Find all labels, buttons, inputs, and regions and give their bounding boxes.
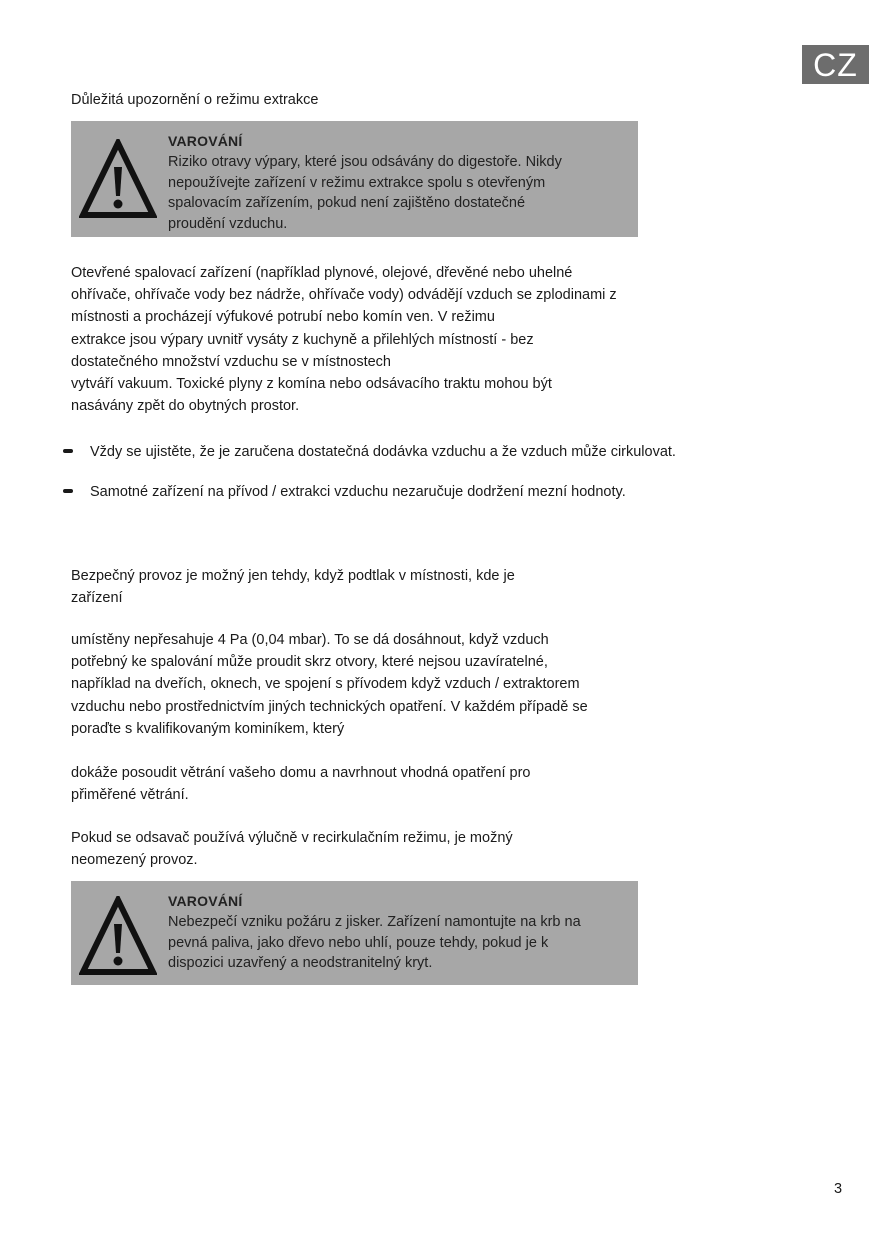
paragraph-ventilation bbox=[71, 762, 530, 806]
warning-line: Riziko otravy výpary, které jsou odsávány do digestoře. Nikdy bbox=[168, 153, 562, 170]
warning-title: VAROVÁNÍ bbox=[168, 893, 243, 909]
text-line: dokáže posoudit větrání vašeho domu a navrhnout vhodná opatření pro bbox=[71, 765, 531, 781]
warning-line: proudění vzduchu. bbox=[168, 216, 288, 233]
text-line: umístěny nepřesahuje 4 Pa (0,04 mbar). To se dá dosáhnout, když vzduch bbox=[71, 632, 549, 648]
text-line: Pokud se odsavač používá výlučně v recirkulačním režimu, je možný bbox=[71, 830, 513, 846]
bullet-marker bbox=[63, 489, 73, 493]
warning-box-2 bbox=[71, 881, 638, 985]
section-heading: Důležitá upozornění o režimu extrakce bbox=[71, 92, 319, 108]
text-line: vytváří vakuum. Toxické plyny z komína nebo odsávacího traktu mohou být bbox=[71, 375, 552, 392]
text-line: přiměřené větrání. bbox=[71, 787, 189, 804]
language-badge: CZ bbox=[802, 45, 869, 84]
bullet-marker bbox=[63, 449, 73, 453]
warning-triangle-icon bbox=[79, 139, 157, 219]
bullet-text: Vždy se ujistěte, že je zaručena dostatečná dodávka vzduchu a že vzduch může cirkulovat. bbox=[90, 444, 676, 460]
paragraph-pressure bbox=[71, 629, 588, 740]
warning-triangle-icon bbox=[79, 896, 157, 976]
text-line: ohřívače, ohřívače vody bez nádrže, ohřívače vody) odvádějí vzduch se zplodinami z bbox=[71, 287, 617, 304]
paragraph-safe-operation bbox=[71, 565, 515, 609]
text-line: například na dveřích, oknech, ve spojení s přívodem když vzduch / extraktorem bbox=[71, 676, 580, 693]
text-line: zařízení bbox=[71, 590, 123, 607]
paragraph-recirculation bbox=[71, 827, 513, 871]
text-line: dostatečného množství vzduchu se v místnostech bbox=[71, 353, 391, 370]
text-line: potřebný ke spalování může proudit skrz otvory, které nejsou uzavíratelné, bbox=[71, 654, 548, 671]
warning-box-1 bbox=[71, 121, 638, 237]
warning-line: spalovacím zařízením, pokud není zajištěno dostatečné bbox=[168, 195, 526, 212]
warning-line: dispozici uzavřený a neodstranitelný kryt. bbox=[168, 955, 433, 972]
text-line: Otevřené spalovací zařízení (například plynové, olejové, dřevěné nebo uhelné bbox=[71, 265, 573, 281]
bullet-text: Samotné zařízení na přívod / extrakci vzduchu nezaručuje dodržení mezní hodnoty. bbox=[90, 484, 626, 500]
text-line: neomezený provoz. bbox=[71, 852, 198, 869]
paragraph-open-combustion bbox=[71, 262, 617, 417]
text-line: Bezpečný provoz je možný jen tehdy, když podtlak v místnosti, kde je bbox=[71, 568, 515, 584]
warning-title: VAROVÁNÍ bbox=[168, 133, 243, 149]
text-line: extrakce jsou výpary uvnitř vysáty z kuchyně a přilehlých místností - bez bbox=[71, 331, 534, 348]
text-line: vzduchu nebo prostřednictvím jiných technických opatření. V každém případě se bbox=[71, 698, 588, 715]
text-line: nasávány zpět do obytných prostor. bbox=[71, 398, 300, 415]
warning-line: Nebezpečí vzniku požáru z jisker. Zařízení namontujte na krb na bbox=[168, 913, 581, 930]
text-line: místnosti a procházejí výfukové potrubí nebo komín ven. V režimu bbox=[71, 309, 495, 326]
page-number: 3 bbox=[834, 1181, 843, 1197]
text-line: poraďte s kvalifikovaným kominíkem, který bbox=[71, 720, 345, 737]
warning-line: nepoužívejte zařízení v režimu extrakce spolu s otevřeným bbox=[168, 174, 546, 191]
warning-line: pevná paliva, jako dřevo nebo uhlí, pouze tehdy, pokud je k bbox=[168, 934, 549, 951]
